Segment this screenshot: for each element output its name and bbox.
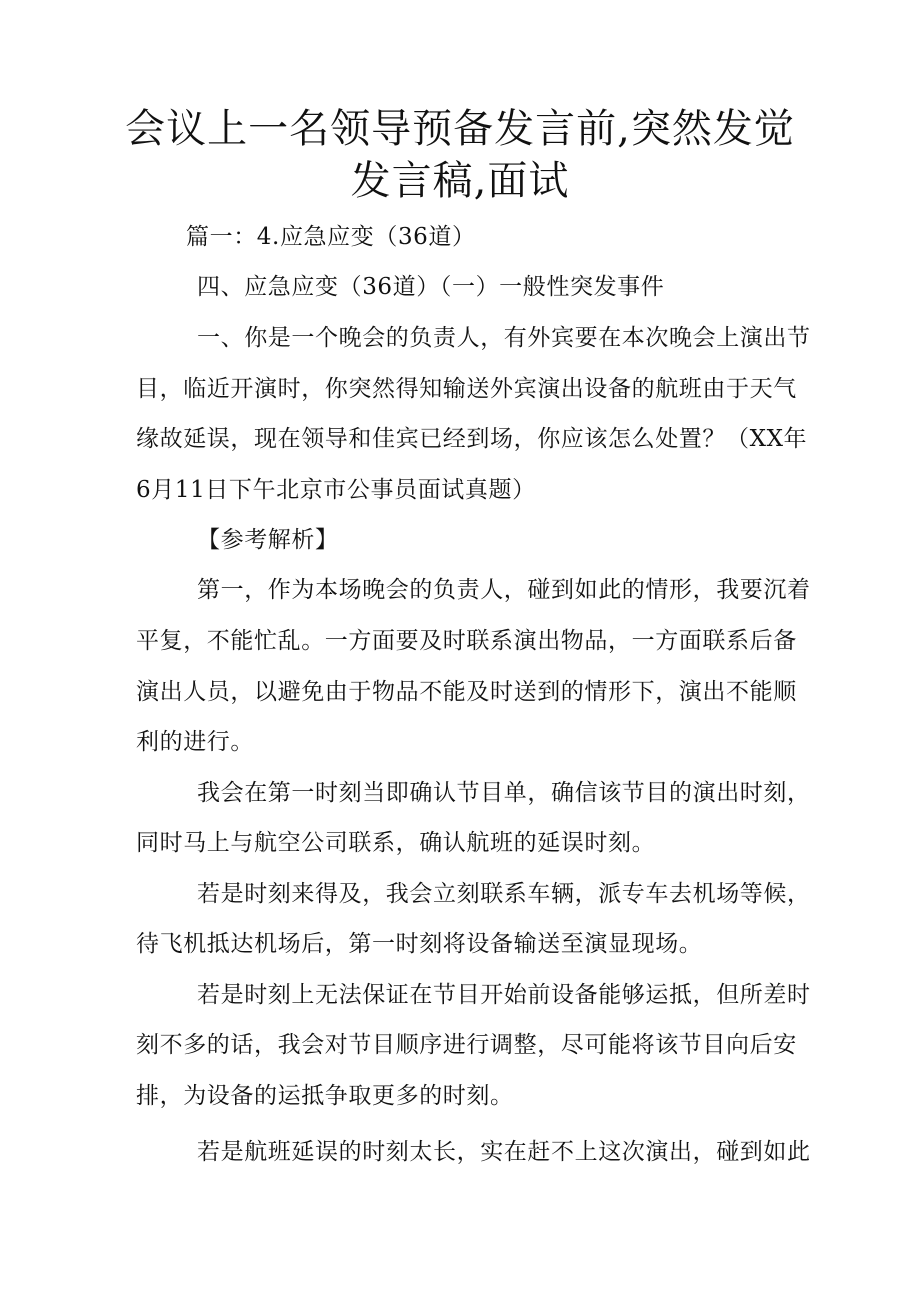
question-line-2: 目，临近开演时，你突然得知输送外宾演出设备的航班由于天气 (136, 376, 797, 402)
paragraph-1-line-4: 利的进行。 (136, 729, 254, 755)
paragraph-3-line-2: 待飞机抵达机场后，第一时刻将设备输送至演显现场。 (136, 931, 703, 957)
document-title-line-1: 会议上一名领导预备发言前,突然发觉 (125, 106, 795, 152)
paragraph-4-line-1: 若是时刻上无法保证在节目开始前设备能够运抵，但所差时 (197, 982, 811, 1008)
paragraph-5-line-1: 若是航班延误的时刻太长，实在赶不上这次演出，碰到如此 (197, 1139, 811, 1165)
document-title-line-2: 发言稿,面试 (350, 158, 570, 204)
question-line-3: 缘故延误，现在领导和佳宾已经到场，你应该怎么处置？（XX年 (136, 426, 808, 452)
subsection-heading: 四、应急应变（36道）（一）一般性突发事件 (197, 274, 665, 300)
paragraph-3-line-1: 若是时刻来得及，我会立刻联系车辆，派专车去机场等候， (197, 881, 811, 907)
paragraph-2-line-1: 我会在第一时刻当即确认节目单，确信该节目的演出时刻， (197, 780, 811, 806)
paragraph-1-line-3: 演出人员，以避免由于物品不能及时送到的情形下，演出不能顺 (136, 679, 797, 705)
question-line-1: 一、你是一个晚会的负责人，有外宾要在本次晚会上演出节 (197, 325, 811, 351)
analysis-label: 【参考解析】 (197, 527, 339, 553)
paragraph-4-line-2: 刻不多的话，我会对节目顺序进行调整，尽可能将该节目向后安 (136, 1032, 797, 1058)
paragraph-2-line-2: 同时马上与航空公司联系，确认航班的延误时刻。 (136, 830, 656, 856)
section-heading: 篇一：4.应急应变（36道） (186, 224, 476, 250)
question-line-4: 6月11日下午北京市公事员面试真题） (136, 477, 536, 503)
paragraph-1-line-1: 第一，作为本场晚会的负责人，碰到如此的情形，我要沉着 (197, 577, 811, 603)
paragraph-4-line-3: 排，为设备的运抵争取更多的时刻。 (136, 1083, 514, 1109)
paragraph-1-line-2: 平复，不能忙乱。一方面要及时联系演出物品，一方面联系后备 (136, 628, 797, 654)
